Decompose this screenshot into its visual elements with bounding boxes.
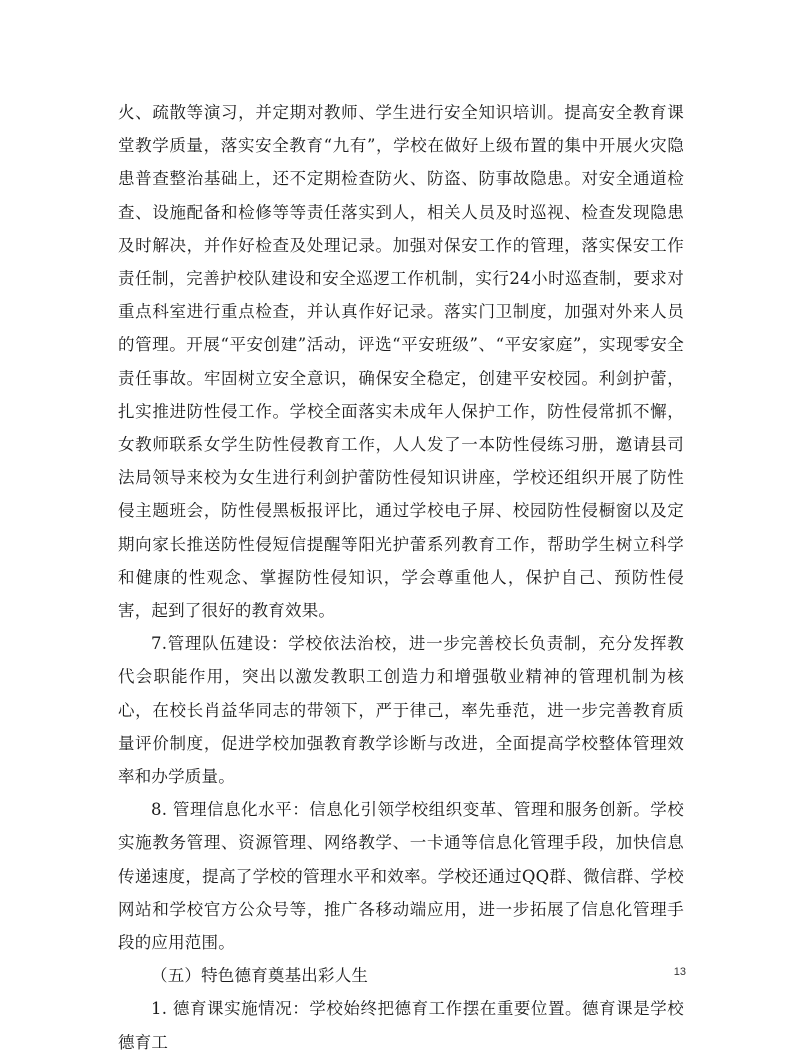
paragraph-management-team: 7.管理队伍建设：学校依法治校，进一步完善校长负责制，充分发挥教代会职能作用，突出以激发教职工创造力和增强敬业精神的管理机制为核心，在校长肖益华同志的带领下，严于律己，率先垂范，进一步完善教育质量评价制度，促进学校加强教育教学诊断与改进，全面提高学校整体管理效率和办学质量。 xyxy=(118,634,684,787)
paragraph-management-informatization: 8. 管理信息化水平：信息化引领学校组织变革、管理和服务创新。学校实施教务管理、资源管理、网络教学、一卡通等信息化管理手段，加快信息传递速度，提高了学校的管理水平和效率。学校还通过QQ群、微信群、学校网站和学校官方公众号等，推广各移动端应用，进一步拓展了信息化管理手段的应用范围。 xyxy=(118,800,684,953)
document-body xyxy=(118,96,684,1059)
section-heading: （五）特色德育奠基出彩人生 xyxy=(151,966,369,986)
page-number: 13 xyxy=(673,966,686,978)
paragraph-moral-education: 1. 德育课实施情况：学校始终把德育工作摆在重要位置。德育课是学校德育工 xyxy=(118,999,684,1052)
paragraph-safety-education: 火、疏散等演习，并定期对教师、学生进行安全知识培训。提高安全教育课堂教学质量，落实安全教育“九有”，学校在做好上级布置的集中开展火灾隐患普查整治基础上，还不定期检查防火、防盗、防事故隐患。对安全通道检查、设施配备和检修等等责任落实到人，相关人员及时巡视、检查发现隐患及时解决，并作好检查及处理记录。加强对保安工作的管理，落实保安工作责任制，完善护校队建设和安全巡逻工作机制，实行24小时巡查制，要求对重点科室进行重点检查，并认真作好记录。落实门卫制度，加强对外来人员的管理。开展“平安创建”活动，评选“平安班级”、“平安家庭”，实现零安全责任事故。牢固树立安全意识，确保安全稳定，创建平安校园。利剑护蕾，扎实推进防性侵工作。学校全面落实未成年人保护工作，防性侵常抓不懈，女教师联系女学生防性侵教育工作，人人发了一本防性侵练习册，邀请县司法局领导来校为女生进行利剑护蕾防性侵知识讲座，学校还组织开展了防性侵主题班会，防性侵黑板报评比，通过学校电子屏、校园防性侵橱窗以及定期向家长推送防性侵短信提醒等阳光护蕾系列教育工作，帮助学生树立科学和健康的性观念、掌握防性侵知识，学会尊重他人，保护自己、预防性侵害，起到了很好的教育效果。 xyxy=(118,103,684,621)
